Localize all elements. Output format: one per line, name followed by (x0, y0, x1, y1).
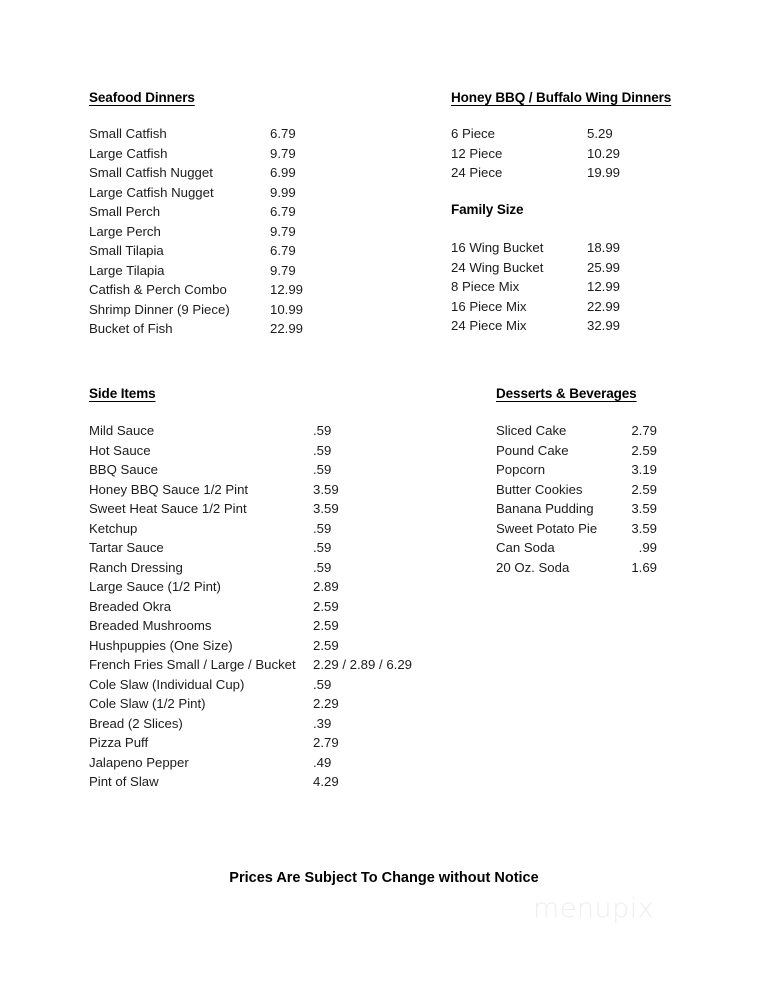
footer-disclaimer: Prices Are Subject To Change without Notice (229, 870, 539, 886)
menu-item-price: 22.99 (587, 298, 621, 314)
menu-item-name: Shrimp Dinner (9 Piece) (89, 301, 230, 317)
menu-item-price: .39 (313, 715, 332, 731)
menu-item-price: 3.59 (631, 520, 657, 536)
menu-item-name: 16 Wing Bucket (451, 240, 544, 255)
menu-item-row (89, 144, 303, 164)
menu-item-row (89, 733, 412, 753)
menu-item-row (89, 597, 412, 617)
menu-item-name: Small Tilapia (89, 243, 164, 258)
menu-item-row (496, 538, 657, 558)
menu-item-price: 12.99 (270, 282, 304, 297)
menu-item-row (89, 280, 303, 300)
menu-item-row (451, 316, 620, 336)
menu-item-name: Sweet Potato Pie (496, 520, 598, 536)
menu-item-name: Butter Cookies (496, 481, 583, 497)
menu-item-price: 2.29 (313, 696, 339, 711)
menu-item-name: French Fries Small / Large / Bucket (89, 657, 296, 672)
menu-item-price: .59 (313, 442, 332, 458)
menu-item-list-wings (451, 124, 671, 183)
menu-item-row (451, 124, 671, 144)
menu-item-name: Cole Slaw (1/2 Pint) (89, 696, 206, 711)
menu-item-row (496, 558, 657, 578)
menu-item-row (89, 421, 412, 441)
menu-item-row (89, 577, 412, 597)
menu-section-side-items (89, 386, 412, 792)
menu-item-list-side-items (89, 421, 412, 792)
menu-item-price: 2.59 (631, 442, 657, 458)
menu-item-name: Ranch Dressing (89, 559, 183, 575)
menu-item-price: .59 (313, 559, 332, 575)
menu-item-price: .59 (313, 520, 332, 536)
menu-item-list-family-size (451, 238, 620, 336)
menu-item-row (89, 655, 412, 675)
menu-item-name: Bread (2 Slices) (89, 715, 183, 731)
menu-item-name: Sweet Heat Sauce 1/2 Pint (89, 501, 247, 516)
menu-item-row (89, 202, 303, 222)
menu-item-price: 2.59 (631, 481, 657, 497)
menu-item-name: Hot Sauce (89, 442, 151, 458)
menu-item-name: Small Perch (89, 204, 161, 219)
menu-item-name: Small Catfish (89, 126, 167, 141)
menu-item-name: Popcorn (496, 462, 546, 477)
menu-item-row (89, 124, 303, 144)
menu-item-name: Large Catfish Nugget (89, 184, 214, 200)
menu-item-price: 9.99 (270, 184, 296, 200)
menu-item-name: Pint of Slaw (89, 774, 159, 789)
menu-item-price: 18.99 (587, 240, 621, 255)
menu-item-name: 8 Piece Mix (451, 279, 520, 294)
menu-item-row (89, 183, 303, 203)
menu-item-price: 19.99 (587, 165, 621, 180)
menu-item-price: 2.89 (313, 579, 339, 594)
menu-item-price: 3.19 (631, 462, 657, 477)
menu-item-row (496, 460, 657, 480)
menu-item-name: Banana Pudding (496, 501, 594, 516)
menu-item-price: 2.59 (313, 598, 339, 614)
menu-item-name: Mild Sauce (89, 423, 155, 438)
menu-item-row (89, 460, 412, 480)
menu-item-name: Breaded Mushrooms (89, 618, 212, 633)
menu-item-price: 10.99 (270, 301, 304, 317)
menu-item-price: 9.79 (270, 145, 296, 161)
menu-section-wing-dinners (451, 90, 671, 183)
menu-item-name: Cole Slaw (Individual Cup) (89, 676, 245, 692)
menu-item-price: .49 (313, 754, 332, 770)
menu-item-price: 2.79 (313, 735, 339, 750)
menu-item-name: Catfish & Perch Combo (89, 282, 227, 297)
menu-item-row (89, 441, 412, 461)
menu-item-price: .59 (313, 676, 332, 692)
menu-item-name: Can Soda (496, 540, 555, 555)
menu-item-price: 10.29 (587, 145, 621, 161)
menu-item-row (451, 144, 671, 164)
menu-item-name: Large Perch (89, 223, 161, 239)
menu-item-price: .99 (638, 540, 657, 555)
menu-item-price: 2.59 (313, 618, 339, 633)
menu-item-name: Pound Cake (496, 442, 569, 458)
menu-item-row (89, 499, 412, 519)
menu-item-name: Hushpuppies (One Size) (89, 637, 233, 653)
section-heading-wing-dinners: Honey BBQ / Buffalo Wing Dinners (451, 90, 672, 105)
menu-item-name: Breaded Okra (89, 598, 172, 614)
menu-item-price: .59 (313, 462, 332, 477)
menu-item-name: Jalapeno Pepper (89, 754, 189, 770)
menu-item-list-seafood (89, 124, 303, 339)
menu-item-row (496, 499, 657, 519)
menu-item-row (496, 441, 657, 461)
menu-item-row (89, 241, 303, 261)
menu-item-price: 12.99 (587, 279, 621, 294)
menu-item-name: Tartar Sauce (89, 540, 164, 555)
menu-item-price: 3.59 (313, 501, 339, 516)
menu-item-row (451, 238, 620, 258)
menu-item-row (89, 519, 412, 539)
menu-item-row (89, 636, 412, 656)
menu-item-price: 1.69 (631, 559, 657, 575)
menu-item-price: 4.29 (313, 774, 339, 789)
menu-item-row (89, 163, 303, 183)
menu-item-row (89, 675, 412, 695)
menu-item-list-desserts (496, 421, 657, 577)
menu-item-price: 25.99 (587, 259, 621, 275)
menu-item-price: 2.59 (313, 637, 339, 653)
menu-item-price: 6.99 (270, 165, 296, 180)
menu-item-price: 32.99 (587, 318, 621, 333)
menu-item-row (89, 319, 303, 339)
menu-item-row (89, 616, 412, 636)
menu-item-price: .59 (313, 423, 332, 438)
menu-item-price: 6.79 (270, 204, 296, 219)
menu-item-price: 3.59 (313, 481, 339, 497)
menu-item-price: 9.79 (270, 223, 296, 239)
menu-item-row (89, 714, 412, 734)
menu-item-price: 6.79 (270, 126, 296, 141)
menu-item-row (496, 519, 657, 539)
menu-item-price: .59 (313, 540, 332, 555)
menu-item-name: 20 Oz. Soda (496, 559, 570, 575)
menu-item-name: BBQ Sauce (89, 462, 158, 477)
menupix-watermark: menupix (533, 893, 655, 924)
menu-item-name: Bucket of Fish (89, 321, 173, 336)
menu-item-row (89, 261, 303, 281)
menu-item-name: Honey BBQ Sauce 1/2 Pint (89, 481, 249, 497)
menu-item-row (89, 300, 303, 320)
menu-item-row (451, 163, 671, 183)
menu-item-price: 2.29 / 2.89 / 6.29 (313, 657, 412, 672)
menu-item-name: 12 Piece (451, 145, 503, 161)
menu-item-name: Large Tilapia (89, 262, 165, 278)
menu-item-name: Small Catfish Nugget (89, 165, 213, 180)
menu-section-family-size (451, 202, 620, 336)
menu-item-price: 22.99 (270, 321, 304, 336)
menu-item-row (451, 277, 620, 297)
menu-item-row (496, 480, 657, 500)
menu-item-name: 16 Piece Mix (451, 298, 527, 314)
menu-item-row (89, 772, 412, 792)
menu-item-name: 24 Piece Mix (451, 318, 527, 333)
menu-item-row (89, 538, 412, 558)
menu-item-row (451, 258, 620, 278)
section-heading-seafood-dinners: Seafood Dinners (89, 90, 195, 105)
menu-item-row (89, 222, 303, 242)
menu-item-name: 24 Piece (451, 165, 503, 180)
menu-item-name: Ketchup (89, 520, 138, 536)
menu-item-row (89, 694, 412, 714)
menu-item-row (89, 558, 412, 578)
menu-item-price: 2.79 (631, 423, 657, 438)
section-heading-desserts-beverages: Desserts & Beverages (496, 386, 637, 401)
menu-item-name: Pizza Puff (89, 735, 149, 750)
menu-item-row (451, 297, 620, 317)
menu-item-row (496, 421, 657, 441)
menu-item-price: 5.29 (587, 126, 613, 141)
menu-item-name: Large Sauce (1/2 Pint) (89, 579, 221, 594)
menu-item-price: 3.59 (631, 501, 657, 516)
menu-item-name: Sliced Cake (496, 423, 567, 438)
menu-item-price: 9.79 (270, 262, 296, 278)
menu-item-row (89, 753, 412, 773)
menu-item-name: 6 Piece (451, 126, 495, 141)
menu-item-name: 24 Wing Bucket (451, 259, 544, 275)
section-heading-family-size: Family Size (451, 202, 524, 217)
menu-section-desserts-beverages (496, 386, 657, 577)
menu-item-row (89, 480, 412, 500)
menu-item-name: Large Catfish (89, 145, 168, 161)
section-heading-side-items: Side Items (89, 386, 156, 401)
menu-item-price: 6.79 (270, 243, 296, 258)
menu-section-seafood-dinners (89, 90, 303, 339)
